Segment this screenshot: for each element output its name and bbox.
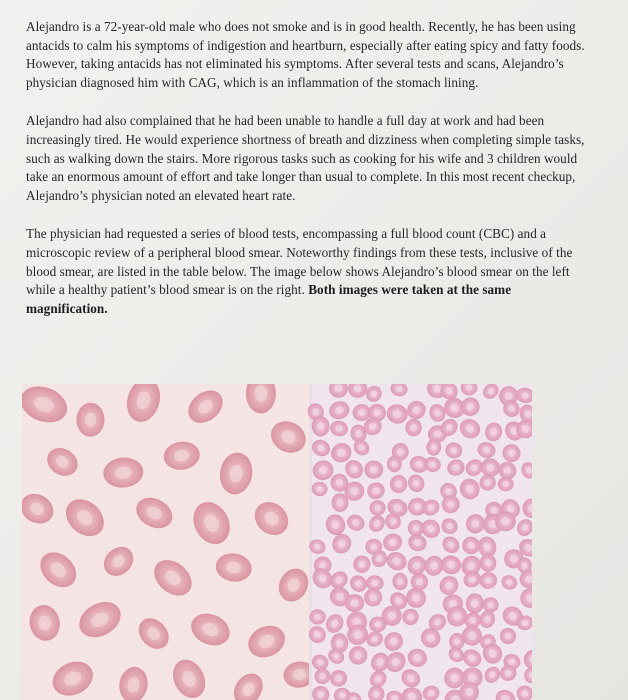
right-red-blood-cell-61 bbox=[498, 477, 514, 491]
paragraph-3-text: The physician had requested a series of blood tests, encompassing a full blood count (CBC) and a microscopic review of a peripheral blood smear. Noteworthy findings from these tests, inclusive of the blood smear, are listed in the table below. The image below shows Alejandro’s blood smear on the left while a healthy patient’s blood smear is on the right. bbox=[26, 226, 573, 298]
paragraph-1: Alejandro is a 72-year-old male who does not smoke and is in good health. Recently, he has been using antacids to calm his symptoms of indigestion and heartburn, especially after eating spicy and fatty foods. However, taking antacids has not eliminated his symptoms. After several tests and scans, Alejandro’s physician diagnosed him with CAG, which is an inflammation of the stomach lining. bbox=[26, 19, 585, 90]
blood-smear-figure bbox=[22, 384, 532, 700]
document-page bbox=[26, 18, 588, 318]
right-blood-smear bbox=[305, 384, 532, 700]
paragraph-2: Alejandro had also complained that he had been unable to handle a full day at work and had been increasingly tired. He would experience shortness of breath and dizziness when completing simple tasks, such as walking down the stairs. More rigorous tasks such as cooking for his wife and 3 children would take an enormous amount of effort and take longer than usual to complete. In this most recent checkup, Alejandro’s physician noted an elevated heart rate. bbox=[26, 113, 585, 203]
paragraph-3-bold: Both images were taken at the same magnification. bbox=[26, 282, 512, 316]
paragraph-3 bbox=[26, 225, 588, 318]
left-blood-smear bbox=[22, 384, 317, 700]
